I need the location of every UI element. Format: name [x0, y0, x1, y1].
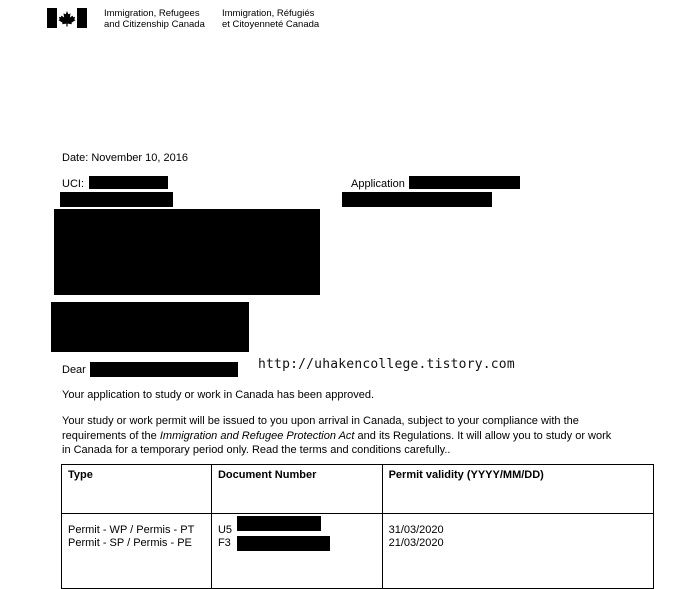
- document-prefix: F3: [217, 536, 231, 549]
- canada-flag-icon: [47, 8, 87, 28]
- type-cell: [62, 514, 212, 589]
- permit-table: [61, 464, 654, 589]
- validity-value: 21/03/2020: [388, 536, 444, 549]
- table-header-row: [62, 465, 654, 514]
- dept-name-french: [222, 8, 319, 30]
- redaction-recipient-name: [90, 362, 238, 377]
- header-permit-validity: Permit validity (YYYY/MM/DD): [382, 465, 653, 514]
- type-value: Permit - WP / Permis - PT: [68, 524, 195, 536]
- dept-french-line2: et Citoyenneté Canada: [222, 19, 320, 30]
- redaction-application-number: [409, 176, 520, 189]
- dept-french-line1: Immigration, Réfugiés: [222, 8, 315, 19]
- document-number-line: [218, 537, 376, 550]
- table-row: [62, 514, 654, 589]
- salutation: Dear: [62, 364, 86, 376]
- dept-english-line2: and Citizenship Canada: [104, 19, 205, 30]
- uci-label: UCI:: [62, 178, 84, 190]
- watermark-url: http://uhakencollege.tistory.com: [258, 357, 515, 372]
- validity-cell: [382, 514, 653, 589]
- document-prefix: U5: [217, 524, 233, 536]
- header-document-number: Document Number: [211, 465, 382, 514]
- type-value: Permit - SP / Permis - PE: [68, 536, 192, 549]
- redaction-address-block-2: [51, 302, 249, 352]
- application-label: Application: [351, 178, 405, 190]
- letter-date: Date: November 10, 2016: [62, 152, 188, 164]
- validity-value: 31/03/2020: [388, 524, 444, 536]
- approval-sentence: Your application to study or work in Canada has been approved.: [62, 389, 375, 401]
- act-title: Immigration and Refugee Protection Act: [159, 429, 355, 442]
- paragraph-text-part1: Your study or work permit will be issued to you upon arrival in Canada, subject to your compliance with the requirements of the: [62, 415, 579, 442]
- document-number-cell: [211, 514, 382, 589]
- dept-name-english: [104, 8, 205, 30]
- redaction-document-number: [237, 516, 321, 531]
- permit-paragraph: [62, 414, 622, 458]
- redaction-address-block: [54, 209, 320, 295]
- redaction-uci: [89, 176, 168, 189]
- redaction-application-detail: [342, 192, 492, 207]
- paragraph-text-part2: and its Regulations. It will allow you to study or work in Canada for a temporary period only. Read the terms and conditions carefully..: [62, 429, 612, 456]
- redaction-file-number: [60, 192, 173, 207]
- dept-english-line1: Immigration, Refugees: [104, 8, 200, 19]
- redaction-document-number: [237, 536, 330, 551]
- header-type: Type: [62, 465, 212, 514]
